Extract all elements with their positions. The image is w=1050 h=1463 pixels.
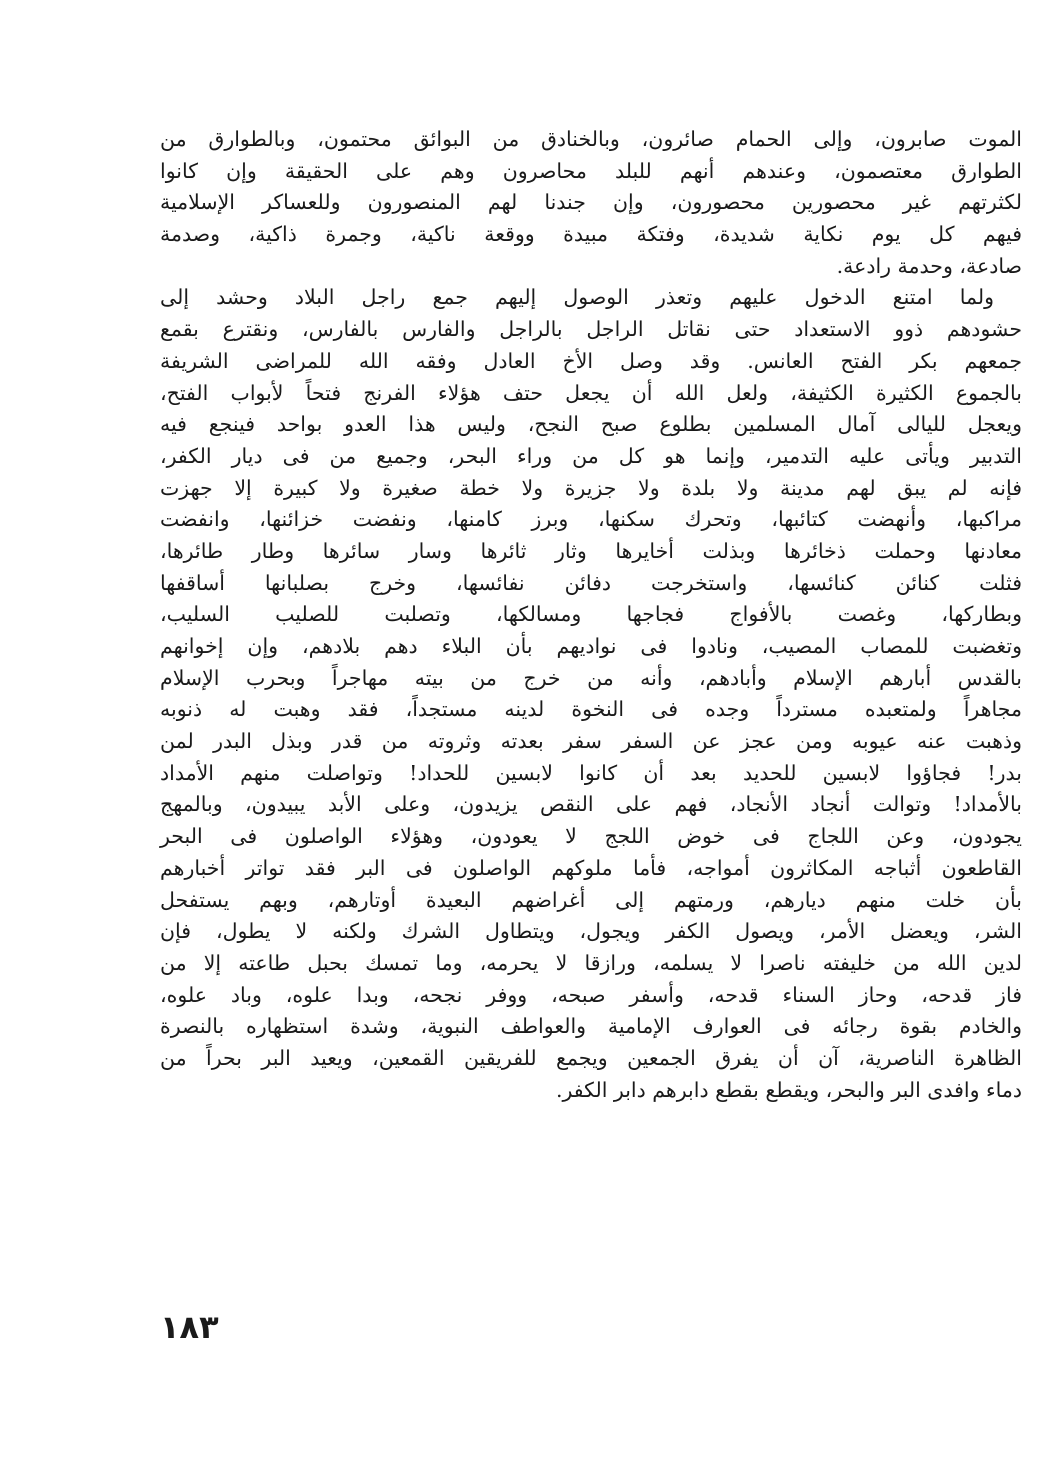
page-body: [160, 124, 1022, 1106]
text-line: مجاهراً ولمتعبده مسترداً وجده فى النخوة لدينه مستجداً، فقد وهبت له ذنوبه: [160, 697, 1022, 722]
text-line: بدر! فجاؤوا لابسين للحديد بعد أن كانوا لابسين للحداد! وتواصلت منهم الأمداد: [160, 760, 1022, 785]
text-line: وذهبت عنه عيوبه ومن عجز عن السفر سفر بعدته وثروته من قدر وبذل البدر لمن: [160, 729, 1022, 754]
text-line: فإنه لم يبق لهم مدينة ولا بلدة ولا جزيرة ولا خطة صغيرة ولا كبيرة إلا جهزت: [160, 475, 1022, 500]
text-line: التدبير ويأتى عليه التدمير، وإنما هو كل من وراء البحر، وجميع من فى ديار الكفر،: [160, 443, 1022, 468]
text-line: بالأمداد! وتوالت أنجاد الأنجاد، فهم على النقص يزيدون، وعلى الأبد يبيدون، وبالمهج: [160, 792, 1022, 817]
text-line: بالقدس أبارهم الإسلام وأبادهم، وأنه من خرج من بيته مهاجراً وبحرب الإسلام: [160, 665, 1022, 690]
text-line: يجودون، وعن اللجاج فى خوض اللجج لا يعودون، وهؤلاء الواصلون فى البحر: [160, 824, 1022, 849]
text-line: دماء وافدى البر والبحر، ويقطع بقطع دابرهم دابر الكفر.: [555, 1077, 1022, 1102]
text-line: الظاهرة الناصرية، آن أن يفرق الجمعين ويجمع للفريقين القمعين، ويعيد البر بحراً من: [160, 1045, 1022, 1070]
text-line: ويعجل لليالى آمال المسلمين بطلوع صبح النجح، وليس هذا العدو بواحد فينجع فيه: [160, 412, 1022, 437]
text-line: مراكبها، وأنهضت كتائبها، وتحرك سكنها، وبرز كامنها، ونفضت خزائنها، وانفضت: [160, 507, 1022, 532]
text-line: صادعة، وحدمة رادعة.: [836, 253, 1022, 278]
paragraph-1: [160, 124, 1022, 282]
text-line: الشر، ويعضل الأمر، ويصول الكفر ويجول، ويتطاول الشرك ولكنه لا يطول، فإن: [160, 919, 1022, 944]
text-line: الموت صابرون، وإلى الحمام صائرون، وبالخنادق من البوائق محتمون، وبالطوارق من: [160, 127, 1022, 151]
text-line: حشودهم ذوو الاستعداد حتى نقاتل الراجل بالراجل والفارس بالفارس، ونقترع بقمع: [160, 317, 1022, 342]
text-line: فثلت كنائن كنائسها، واستخرجت دفائن نفائسها، وخرج بصلبانها أساقفها: [160, 570, 1022, 595]
text-line: بأن خلت منهم ديارهم، ورمتهم إلى أغراضهم البعيدة أوتارهم، وبهم يستفحل: [160, 887, 1022, 912]
paragraph-2: [160, 282, 1022, 1106]
page-number: ١٨٣: [160, 1308, 219, 1346]
text-line: القاطعون أثباجه المكاثرون أمواجه، فأما ملوكهم الواصلون فى البر فقد تواتر أخبارهم: [160, 855, 1022, 880]
text-line: فيهم كل يوم نكاية شديدة، وفتكة مبيدة ووقعة ناكية، وجمرة ذاكية، وصدمة: [160, 222, 1022, 247]
text-line: وتغضبت للمصاب المصيب، ونادوا فى نواديهم بأن البلاء دهم بلادهم، وإن إخوانهم: [160, 634, 1022, 658]
text-line: والخادم بقوة رجائه فى العوارف الإمامية والعواطف النبوية، وشدة استظهاره بالنصرة: [160, 1014, 1022, 1039]
text-line: جمعهم بكر الفتح العانس. وقد وصل الأخ العادل وفقه الله للمراضى الشريفة: [160, 348, 1022, 373]
text-line: الطوارق معتصمون، وعندهم أنهم للبلد محاصرون وهم على الحقيقة وإن كانوا: [160, 158, 1022, 183]
text-line: ولما امتنع الدخول عليهم وتعذر الوصول إليهم جمع راجل البلاد وحشد إلى: [160, 285, 994, 310]
text-line: وبطاركها، وغصت بالأفواج فجاجها ومسالكها، وتصلبت للصليب السليب،: [160, 602, 1022, 627]
text-line: لدين الله من خليفته ناصرا لا يسلمه، ورازقا لا يحرمه، وما تمسك بحبل طاعته إلا من: [160, 950, 1022, 975]
text-line: بالجموع الكثيرة الكثيفة، ولعل الله أن يجعل حتف هؤلاء الفرنج فتحاً لأبواب الفتح،: [160, 380, 1022, 405]
text-line: لكثرتهم غير محصورين محصورون، وإن جندنا لهم المنصورون وللعساكر الإسلامية: [160, 190, 1022, 215]
text-line: فاز قدحه، وحاز السناء قدحه، وأسفر صبحه، ووفر نجحه، وبدا علوه، وباد علوه،: [160, 982, 1022, 1007]
text-line: معادنها وحملت ذخائرها وبذلت أخايرها وثار ثائرها وسار سائرها وطار طائرها،: [160, 538, 1022, 563]
